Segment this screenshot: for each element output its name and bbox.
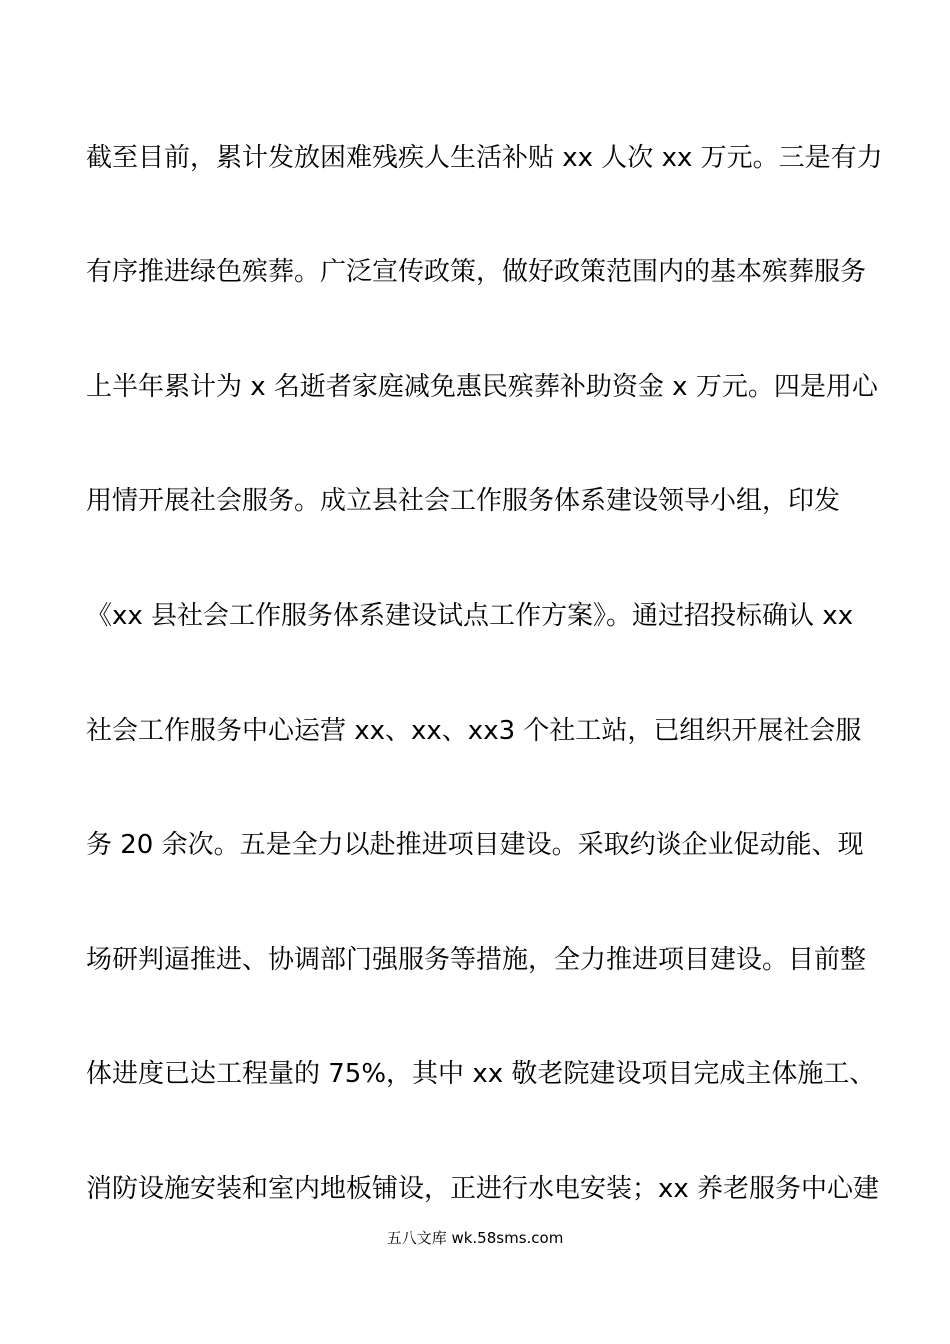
- body-text-line: 上半年累计为 x 名逝者家庭减免惠民殡葬补助资金 x 万元。四是用心: [86, 372, 878, 402]
- body-text-line: 社会工作服务中心运营 xx、xx、xx3 个社工站，已组织开展社会服: [86, 716, 862, 746]
- body-text-line: 有序推进绿色殡葬。广泛宣传政策，做好政策范围内的基本殡葬服务: [86, 257, 867, 287]
- body-text-line: 截至目前，累计发放困难残疾人生活补贴 xx 人次 xx 万元。三是有力: [86, 143, 883, 173]
- body-text-line: 用情开展社会服务。成立县社会工作服务体系建设领导小组，印发: [86, 486, 841, 516]
- body-text-line: 务 20 余次。五是全力以赴推进项目建设。采取约谈企业促动能、现: [86, 830, 864, 860]
- page-footer-watermark: 五八文库 wk.58sms.com: [386, 1229, 564, 1247]
- body-text-line: 《xx 县社会工作服务体系建设试点工作方案》。通过招投标确认 xx: [86, 601, 854, 631]
- body-text-line: 场研判逼推进、协调部门强服务等措施，全力推进项目建设。目前整: [86, 945, 867, 975]
- body-text-line: 消防设施安装和室内地板铺设，正进行水电安装；xx 养老服务中心建: [86, 1174, 880, 1204]
- body-text-line: 体进度已达工程量的 75%，其中 xx 敬老院建设项目完成主体施工、: [86, 1059, 876, 1089]
